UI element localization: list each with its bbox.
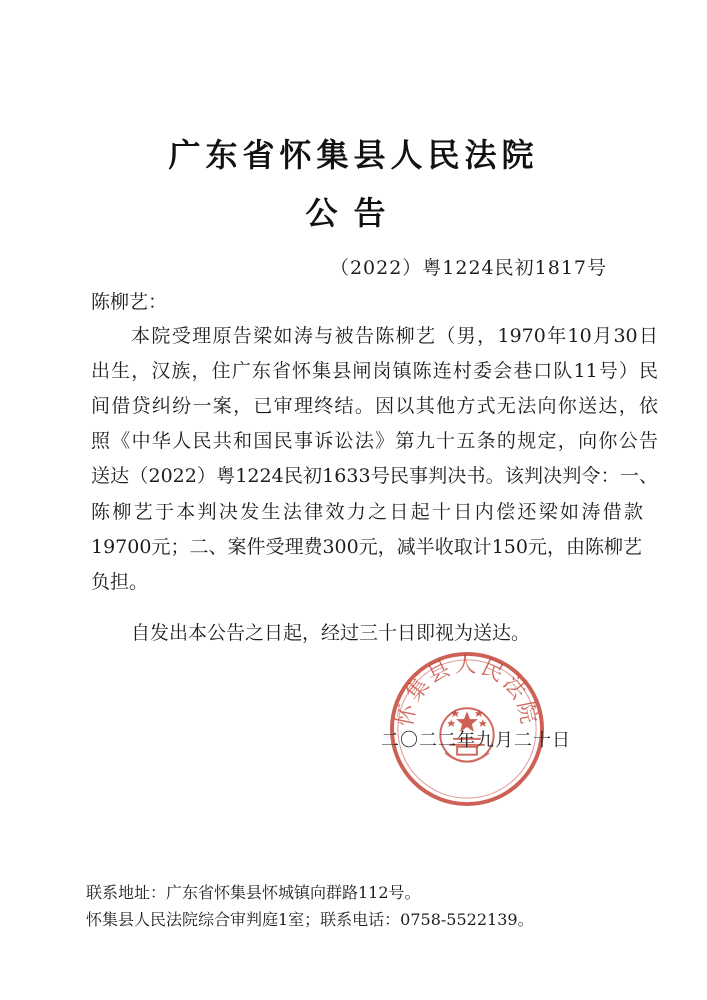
body-line-8: 负担。: [91, 571, 149, 593]
body-line-6: 陈柳艺于本判决发生法律效力之日起十日内偿还梁如涛借款: [91, 501, 643, 523]
issue-date: 二〇二二年九月二十日: [381, 730, 571, 751]
body-line-4: 照《中华人民共和国民事诉讼法》第九十五条的规定，向你公告: [91, 430, 658, 452]
contact-address: 联系地址：广东省怀集县怀城镇向群路112号。: [86, 883, 421, 902]
case-number: （2022）粤1224民初1817号: [329, 257, 607, 279]
seal-text: 怀集县人民法院: [392, 653, 542, 729]
body-line-2: 出生，汉族，住广东省怀集县闸岗镇陈连村委会巷口队11号）民: [91, 360, 658, 382]
notice-title: 公告: [305, 194, 402, 232]
contact-phone: 怀集县人民法院综合审判庭1室；联系电话：0758-5522139。: [86, 910, 534, 929]
addressee: 陈柳艺：: [91, 291, 168, 313]
body-line-5: 送达（2022）粤1224民初1633号民事判决书。该判决判令：一、: [91, 465, 658, 487]
body-line-1: 本院受理原告梁如涛与被告陈柳艺（男，1970年10月30日: [131, 325, 658, 347]
court-name-title: 广东省怀集县人民法院: [168, 136, 539, 174]
body-line-3: 间借贷纠纷一案，已审理终结。因以其他方式无法向你送达，依: [91, 395, 658, 417]
effective-notice-paragraph: 自发出本公告之日起，经过三十日即视为送达。: [131, 622, 531, 644]
body-line-7: 19700元；二、案件受理费300元，减半收取计150元，由陈柳艺: [91, 536, 642, 558]
